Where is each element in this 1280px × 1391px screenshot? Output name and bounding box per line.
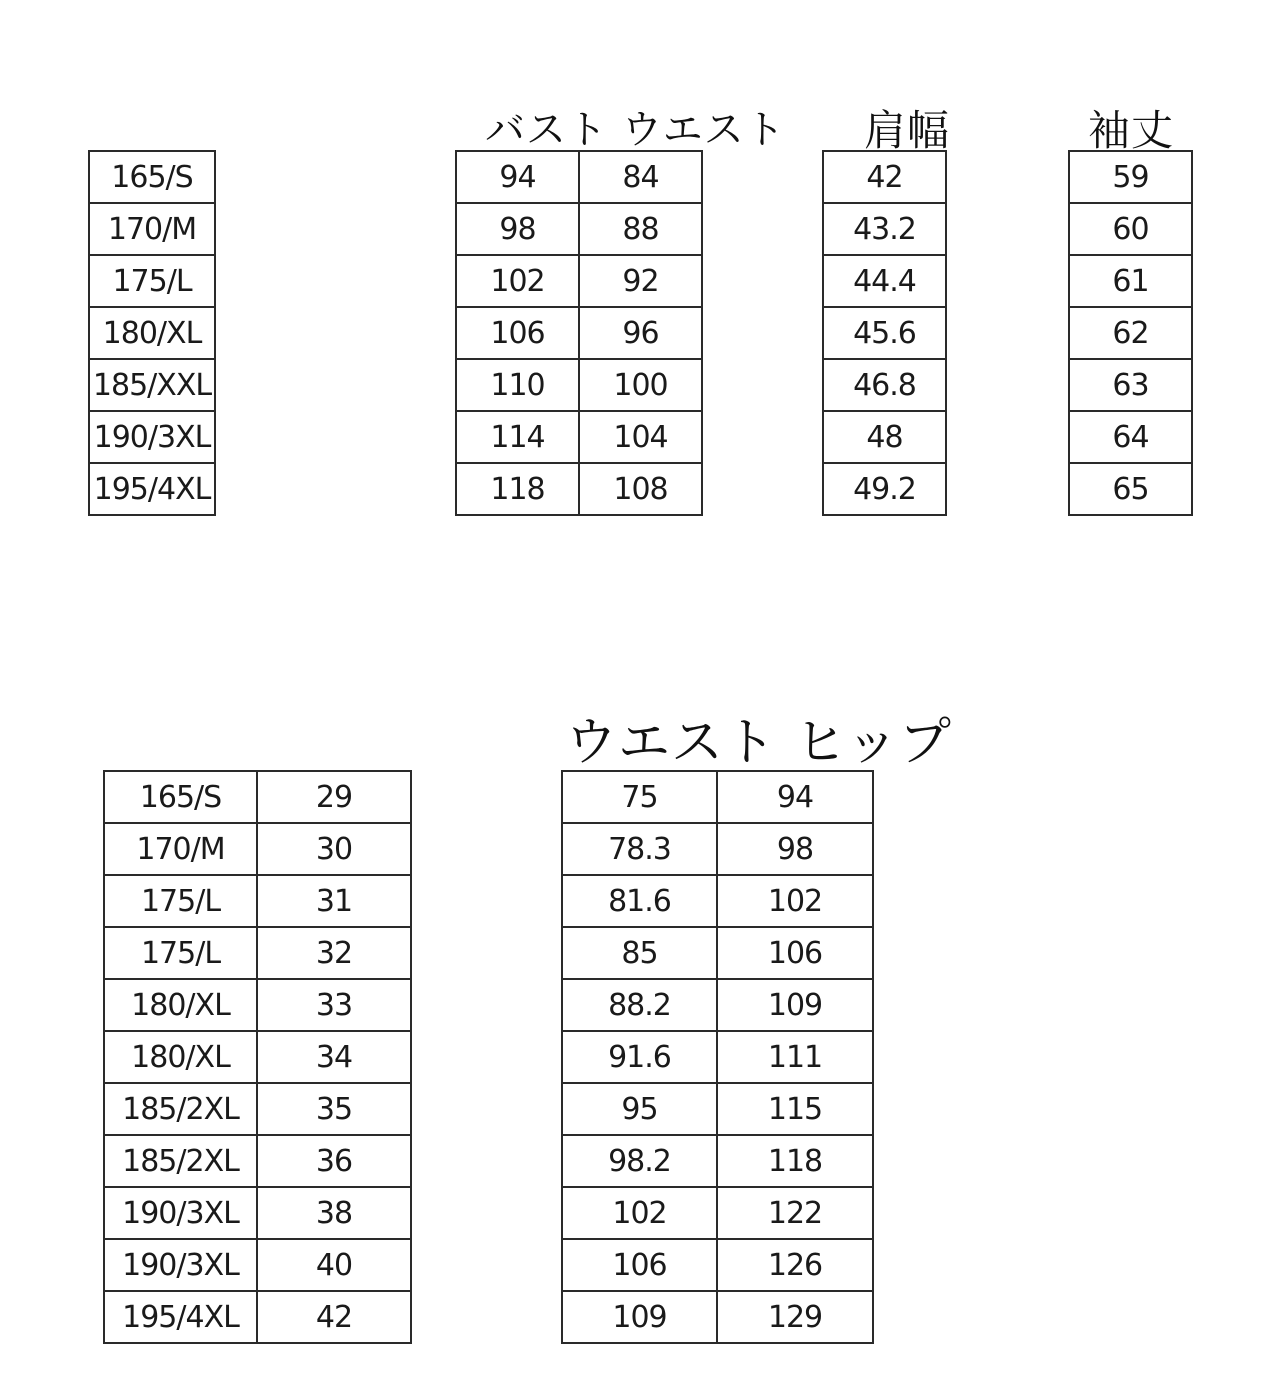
table-row <box>1069 151 1192 203</box>
table-row <box>89 307 215 359</box>
hip-cell: 129 <box>717 1291 873 1343</box>
hip-cell: 118 <box>717 1135 873 1187</box>
bust-cell: 118 <box>456 463 579 515</box>
table-row <box>456 411 702 463</box>
waist-hip-heading: ウエスト ヒップ <box>565 713 952 773</box>
table-row <box>104 927 411 979</box>
hip-cell: 115 <box>717 1083 873 1135</box>
bust-cell: 106 <box>456 307 579 359</box>
waist-cell: 78.3 <box>562 823 717 875</box>
table-row <box>104 875 411 927</box>
table-row <box>1069 411 1192 463</box>
hip-cell: 98 <box>717 823 873 875</box>
size-cell: 175/L <box>104 927 257 979</box>
table-row <box>456 307 702 359</box>
table-row <box>823 463 946 515</box>
table-row <box>104 1031 411 1083</box>
table-row <box>562 1031 873 1083</box>
table-row <box>562 1291 873 1343</box>
table-row <box>562 927 873 979</box>
waist-size-cell: 36 <box>257 1135 411 1187</box>
waist-size-cell: 38 <box>257 1187 411 1239</box>
sleeve-cell: 65 <box>1069 463 1192 515</box>
table-row <box>104 771 411 823</box>
size-cell: 190/3XL <box>104 1239 257 1291</box>
sleeve-length-table <box>1068 150 1193 516</box>
shoulder-width-table <box>822 150 947 516</box>
size-cell: 185/2XL <box>104 1135 257 1187</box>
table-row <box>456 203 702 255</box>
size-cell: 185/XXL <box>89 359 215 411</box>
table-row <box>456 255 702 307</box>
shoulder-cell: 44.4 <box>823 255 946 307</box>
table-row <box>823 255 946 307</box>
bust-waist-table <box>455 150 703 516</box>
waist-cell: 108 <box>579 463 702 515</box>
sleeve-cell: 62 <box>1069 307 1192 359</box>
table-row <box>1069 359 1192 411</box>
table-row <box>456 151 702 203</box>
waist-size-cell: 34 <box>257 1031 411 1083</box>
hip-cell: 111 <box>717 1031 873 1083</box>
table-row <box>89 151 215 203</box>
table-row <box>104 1135 411 1187</box>
waist-cell: 104 <box>579 411 702 463</box>
size-cell: 170/M <box>89 203 215 255</box>
table-row <box>1069 203 1192 255</box>
hip-cell: 126 <box>717 1239 873 1291</box>
table-row <box>104 1291 411 1343</box>
waist-cell: 92 <box>579 255 702 307</box>
waist-cell: 106 <box>562 1239 717 1291</box>
shoulder-cell: 45.6 <box>823 307 946 359</box>
hip-cell: 122 <box>717 1187 873 1239</box>
table-row <box>562 1239 873 1291</box>
size-cell: 165/S <box>89 151 215 203</box>
size-cell: 195/4XL <box>89 463 215 515</box>
table-row <box>562 823 873 875</box>
size-cell: 190/3XL <box>104 1187 257 1239</box>
size-cell: 190/3XL <box>89 411 215 463</box>
waist-cell: 91.6 <box>562 1031 717 1083</box>
waist-cell: 102 <box>562 1187 717 1239</box>
table-row <box>1069 255 1192 307</box>
waist-size-cell: 29 <box>257 771 411 823</box>
bust-waist-heading: バスト ウエスト <box>485 107 786 153</box>
shoulder-width-heading: 肩幅 <box>864 106 951 155</box>
waist-cell: 81.6 <box>562 875 717 927</box>
table-row <box>823 359 946 411</box>
waist-size-cell: 32 <box>257 927 411 979</box>
table-row <box>562 1135 873 1187</box>
waist-cell: 88 <box>579 203 702 255</box>
bust-cell: 94 <box>456 151 579 203</box>
table-row <box>823 307 946 359</box>
table-row <box>823 203 946 255</box>
waist-cell: 75 <box>562 771 717 823</box>
waist-cell: 100 <box>579 359 702 411</box>
size-cell: 180/XL <box>89 307 215 359</box>
hip-cell: 109 <box>717 979 873 1031</box>
waist-size-cell: 35 <box>257 1083 411 1135</box>
shoulder-cell: 46.8 <box>823 359 946 411</box>
table-row <box>104 1083 411 1135</box>
shoulder-cell: 48 <box>823 411 946 463</box>
waist-cell: 95 <box>562 1083 717 1135</box>
sleeve-cell: 63 <box>1069 359 1192 411</box>
waist-cell: 88.2 <box>562 979 717 1031</box>
sleeve-cell: 59 <box>1069 151 1192 203</box>
table-row <box>104 979 411 1031</box>
table-row <box>456 359 702 411</box>
bust-cell: 98 <box>456 203 579 255</box>
waist-size-cell: 42 <box>257 1291 411 1343</box>
size-cell: 170/M <box>104 823 257 875</box>
waist-cell: 96 <box>579 307 702 359</box>
bust-cell: 102 <box>456 255 579 307</box>
table-row <box>823 151 946 203</box>
size-cell: 165/S <box>104 771 257 823</box>
waist-hip-table <box>561 770 874 1344</box>
table-row <box>456 463 702 515</box>
size-cell: 180/XL <box>104 1031 257 1083</box>
waist-size-cell: 40 <box>257 1239 411 1291</box>
table-row <box>823 411 946 463</box>
shoulder-cell: 49.2 <box>823 463 946 515</box>
size-cell: 185/2XL <box>104 1083 257 1135</box>
table-row <box>562 1187 873 1239</box>
table-row <box>89 203 215 255</box>
bottom-size-table <box>103 770 412 1344</box>
size-cell: 180/XL <box>104 979 257 1031</box>
waist-size-cell: 33 <box>257 979 411 1031</box>
table-row <box>1069 463 1192 515</box>
table-row <box>89 359 215 411</box>
bust-cell: 110 <box>456 359 579 411</box>
table-row <box>562 1083 873 1135</box>
size-cell: 175/L <box>89 255 215 307</box>
table-row <box>562 771 873 823</box>
table-row <box>1069 307 1192 359</box>
size-cell: 175/L <box>104 875 257 927</box>
hip-cell: 102 <box>717 875 873 927</box>
sleeve-length-heading: 袖丈 <box>1088 106 1175 155</box>
top-size-table <box>88 150 216 516</box>
table-row <box>104 823 411 875</box>
sleeve-cell: 60 <box>1069 203 1192 255</box>
shoulder-cell: 43.2 <box>823 203 946 255</box>
table-row <box>89 411 215 463</box>
sleeve-cell: 61 <box>1069 255 1192 307</box>
table-row <box>89 255 215 307</box>
waist-cell: 84 <box>579 151 702 203</box>
table-row <box>104 1239 411 1291</box>
sleeve-cell: 64 <box>1069 411 1192 463</box>
waist-cell: 109 <box>562 1291 717 1343</box>
table-row <box>562 979 873 1031</box>
waist-cell: 98.2 <box>562 1135 717 1187</box>
size-cell: 195/4XL <box>104 1291 257 1343</box>
hip-cell: 94 <box>717 771 873 823</box>
hip-cell: 106 <box>717 927 873 979</box>
table-row <box>104 1187 411 1239</box>
waist-size-cell: 30 <box>257 823 411 875</box>
waist-cell: 85 <box>562 927 717 979</box>
table-row <box>562 875 873 927</box>
waist-size-cell: 31 <box>257 875 411 927</box>
table-row <box>89 463 215 515</box>
shoulder-cell: 42 <box>823 151 946 203</box>
bust-cell: 114 <box>456 411 579 463</box>
